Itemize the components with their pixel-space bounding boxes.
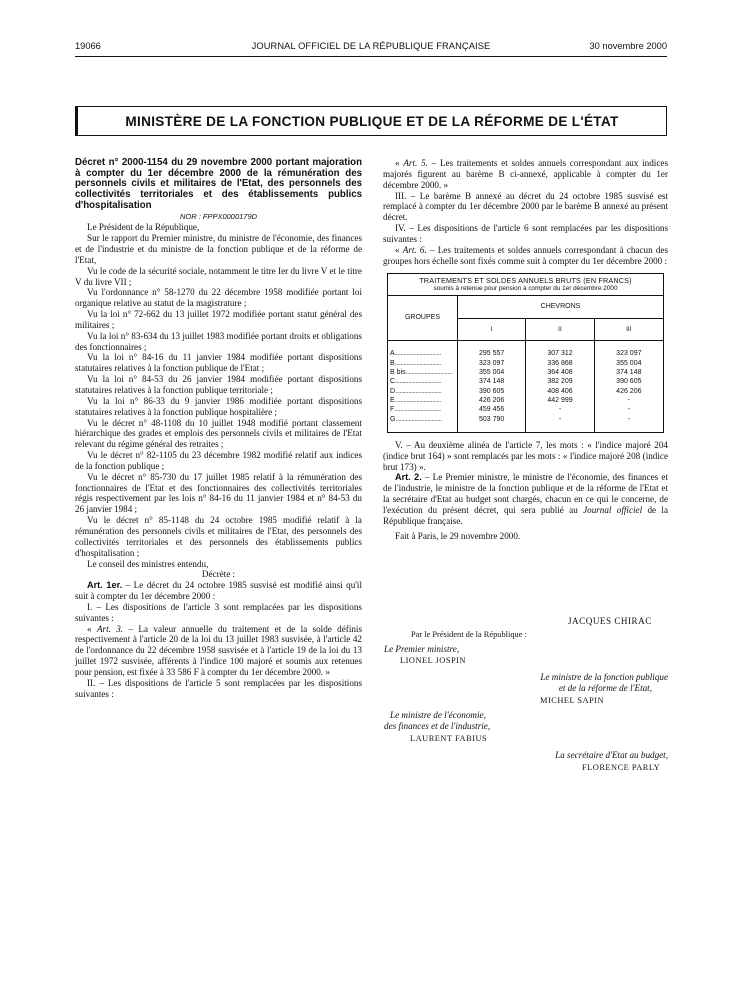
table-spacer <box>458 424 526 432</box>
fp-minister-title <box>490 672 668 683</box>
quoted-article-3: « Art. 3. – La valeur annuelle du traitement et de la solde définis respectivement à l'article 20 de la loi du 13 juillet 1983 susvisée, à l'article 42 de l'ordonnance du 22 décembre 1958 susvisée et à l'article 19 de la loi du 13 juillet 1972 susvisée, afférents à l'indice 100 majoré et soumis aux retenues pour pension, est fixée à 33 586 F à compter du 1er décembre 2000. » <box>75 623 363 677</box>
visa-paragraph: Le conseil des ministres entendu, <box>87 558 209 569</box>
article-5-label: Art. 5. <box>403 158 428 168</box>
table-cell: 355 004 <box>616 359 642 367</box>
quoted-article-6: « Art. 6. – Les traitements et soldes annuels correspondant à chacun des groupes hors échelle sont fixés comme suit à compter du 1er décembre 2000 : <box>383 244 668 266</box>
nor-reference: NOR : FPPX0000179D <box>179 211 258 221</box>
table-cell: - <box>627 406 630 414</box>
group-label: E <box>390 396 395 404</box>
signature-budget-secretary: FLORENCE PARLY <box>582 763 661 772</box>
table-row-group <box>388 368 458 377</box>
visa-paragraph: Vu le décret n° 82-1105 du 23 décembre 1982 modifié relatif aux indices de la fonction publique ; <box>75 450 362 471</box>
par-le-president: Par le Président de la République : <box>411 630 527 639</box>
issue-date: 30 novembre 2000 <box>589 41 667 51</box>
quoted-article-5: « Art. 5. – Les traitements et soldes annuels correspondant aux indices majorés figurent au barème B ci-annexé, applicable à compter du 1er décembre 2000. » <box>383 158 668 190</box>
header-rule <box>75 56 667 57</box>
signature-president: JACQUES CHIRAC <box>568 616 652 626</box>
group-label: D <box>390 387 396 395</box>
visa-paragraph: Sur le rapport du Premier ministre, du ministre de l'économie, des finances et de l'industrie et du ministre de la fonction publique et de la réforme de l'Etat, <box>75 233 362 265</box>
salary-table-grid <box>388 296 663 431</box>
group-label: B <box>390 359 395 367</box>
table-row-group <box>388 396 458 405</box>
eco-minister-title-2 <box>384 721 490 732</box>
table-cell: 426 206 <box>458 396 526 405</box>
table-cell: 307 312 <box>526 349 594 358</box>
group-label: G <box>390 415 396 423</box>
article-1-section-1: I. – Les dispositions de l'article 3 sont remplacées par les dispositions suivantes : <box>75 601 362 623</box>
salary-table <box>387 273 664 432</box>
groups-header: GROUPES <box>388 296 458 341</box>
done-at-paris: Fait à Paris, le 29 novembre 2000. <box>395 530 521 541</box>
pm-title-text: Le Premier ministre, <box>384 644 460 654</box>
table-cell: 390 605 <box>616 378 642 386</box>
article-2-text-end: de la République française. <box>383 504 668 526</box>
group-label: C <box>390 378 396 386</box>
table-row-group <box>388 349 458 358</box>
right-column <box>383 158 668 541</box>
article-5-text: – Les traitements et soldes annuels correspondant aux indices majorés figurent au barème B ci-annexé, applicable à compter du 1er décembre 2000. » <box>383 158 668 190</box>
table-cell: 442 999 <box>526 396 594 405</box>
salary-table-title: TRAITEMENTS ET SOLDES ANNUELS BRUTS (EN FRANCS) <box>419 276 632 286</box>
salary-table-subtitle: soumis à retenue pour pension à compter du 1er décembre 2000 <box>433 285 618 293</box>
signature-fp-minister: MICHEL SAPIN <box>540 696 605 705</box>
leader-dots: ................................ <box>394 350 441 358</box>
article-1-text: – Le décret du 24 octobre 1985 susvisé est modifié ainsi qu'il suit à compter du 1er décembre 2000 : <box>75 580 363 602</box>
table-cell: 364 408 <box>526 368 594 377</box>
table-cell: - <box>627 396 630 404</box>
ministry-heading: MINISTÈRE DE LA FONCTION PUBLIQUE ET DE LA RÉFORME DE L'ÉTAT <box>75 106 667 136</box>
table-cell: 426 206 <box>616 387 642 395</box>
eco-minister-title <box>390 710 486 721</box>
fp-title-line1: Le ministre de la fonction publique <box>540 672 668 682</box>
visa-paragraph: Vu la loi n° 83-634 du 13 juillet 1983 modifiée portant droits et obligations des fonctionnaires ; <box>75 330 362 352</box>
decree-intro: Le Président de la République, <box>87 222 200 233</box>
table-spacer <box>526 341 594 349</box>
table-cell: 459 456 <box>458 405 526 414</box>
article-6-text: – Les traitements et soldes annuels correspondant à chacun des groupes hors échelle sont fixés comme suit à compter du 1er décembre 2000 : <box>383 244 668 266</box>
page-number: 19066 <box>75 41 101 51</box>
table-row-group <box>388 359 458 368</box>
leader-dots: ................................ <box>395 415 442 423</box>
group-label: A <box>390 350 395 358</box>
chevron-header-1: I <box>458 319 526 341</box>
article-3-text: – La valeur annuelle du traitement et de la solde définis respectivement à l'article 20 de la loi du 13 juillet 1983 susvisée, à l'article 42 de l'ordonnance du 22 décembre 1958 susvisée et à l'article 19 de la loi du 13 juillet 1972 susvisée, afférents à l'indice 100 majoré et soumis aux retenues pour pension, est fixée à 33 586 F à compter du 1er décembre 2000. » <box>75 623 363 677</box>
eco-title-line1: Le ministre de l'économie, <box>390 710 486 720</box>
eco-title-line2: des finances et de l'industrie, <box>384 721 491 731</box>
article-3-label: Art. 3. <box>96 623 124 634</box>
journal-title: JOURNAL OFFICIEL DE LA RÉPUBLIQUE FRANÇAISE <box>251 41 491 51</box>
salary-table-caption <box>388 274 663 296</box>
article-1-intro <box>75 580 362 602</box>
table-cell: 355 004 <box>458 368 526 377</box>
table-cell: 336 868 <box>526 359 594 368</box>
visa-paragraph: Vu le décret n° 85-1148 du 24 octobre 1985 modifié relatif à la rémunération des personnels civils et militaires de l'Etat, des personnels des collectivités territoriales et des personnels des établissements publics d'hospitalisation ; <box>75 515 362 558</box>
table-cell: - <box>627 415 630 423</box>
left-column <box>75 158 362 699</box>
article-2-text: – Le Premier ministre, le ministre de l'économie, des finances et de l'industrie, le ministre de la fonction publique et de la réforme de l'Etat et la secrétaire d'Etat au budget sont chargés, chacun en ce qui le concerne, de l'exécution du présent décret, qui sera publié au <box>383 472 668 515</box>
leader-dots: ................................ <box>394 396 441 404</box>
table-spacer <box>458 341 526 349</box>
leader-dots: ................................ <box>405 369 452 377</box>
signature-eco-minister: LAURENT FABIUS <box>410 734 488 743</box>
leader-dots: ................................ <box>395 378 442 386</box>
article-1-section-4: IV. – Les dispositions de l'article 6 sont remplacées par les dispositions suivantes : <box>383 223 668 244</box>
page-header <box>75 41 667 55</box>
table-spacer <box>526 424 594 432</box>
visa-paragraph: Vu le code de la sécurité sociale, notamment le titre Ier du livre V et le titre V du livre VII ; <box>75 265 362 287</box>
chevrons-header: CHEVRONS <box>458 296 663 319</box>
leader-dots: ................................ <box>394 359 441 367</box>
table-cell: 374 148 <box>458 377 526 386</box>
visa-paragraph: Vu l'ordonnance n° 58-1270 du 22 décembre 1958 modifiée portant loi organique relative au statut de la magistrature ; <box>75 287 362 309</box>
visa-paragraph: Vu la loi n° 84-53 du 26 janvier 1984 modifiée portant dispositions statutaires relatives à la fonction publique territoriale ; <box>75 374 362 396</box>
article-1-section-3: III. – Le barème B annexé au décret du 24 octobre 1985 susvisé est remplacé à compter du 1er décembre 2000 par le barème B annexé au présent décret. <box>383 190 668 223</box>
table-cell: 295 557 <box>458 349 526 358</box>
table-row-group <box>388 405 458 414</box>
journal-officiel-ref: Journal officiel <box>583 504 643 515</box>
group-label: F <box>390 406 395 414</box>
fp-minister-title-2 <box>490 683 652 694</box>
chevron-header-2: II <box>526 319 594 341</box>
article-1-section-5: V. – Au deuxième alinéa de l'article 7, les mots : « l'indice majoré 204 (indice brut 164) » sont remplacés par les mots : « l'indice majoré 208 (indice brut 173) ». <box>383 439 668 472</box>
decrete-heading: Décrète : <box>201 569 236 580</box>
visa-paragraph: Vu la loi n° 86-33 du 9 janvier 1986 modifiée portant dispositions statutaires relatives à la fonction publique hospitalière ; <box>75 395 362 417</box>
table-spacer <box>595 341 663 349</box>
visa-paragraph: Vu le décret n° 85-730 du 17 juillet 1985 relatif à la rémunération des fonctionnaires de l'Etat et des fonctionnaires des collectivités territoriales régis respectivement par les lois n° 84-16 du 11 janvier 1984 et n° 84-53 du 26 janvier 1984 ; <box>75 471 362 515</box>
table-cell: 374 148 <box>616 369 642 377</box>
fp-title-line2: et de la réforme de l'Etat, <box>558 683 652 693</box>
pm-title <box>384 644 459 655</box>
table-spacer <box>388 424 458 432</box>
chevron-header-3: III <box>595 319 663 341</box>
budget-secretary-title <box>490 750 668 761</box>
table-cell: - <box>526 405 594 414</box>
table-cell: 408 406 <box>526 387 594 396</box>
visa-paragraph: Vu la loi n° 84-16 du 11 janvier 1984 modifiée portant dispositions statutaires relatives à la fonction publique de l'Etat ; <box>75 352 362 374</box>
article-1-label: Art. 1er. <box>87 580 123 591</box>
group-label: B bis <box>390 369 406 377</box>
table-row-group <box>388 377 458 386</box>
table-cell: 323 097 <box>616 350 642 358</box>
table-row-group <box>388 387 458 396</box>
article-1-section-2: II. – Les dispositions de l'article 5 sont remplacées par les dispositions suivantes : <box>75 677 362 699</box>
table-cell: - <box>526 415 594 424</box>
decree-title: Décret n° 2000-1154 du 29 novembre 2000 portant majoration à compter du 1er décembre 2000 de la rémunération des personnels civils et militaires de l'Etat, des personnels des collectivités territoriales et des établissements publics d'hospitalisation <box>75 157 362 211</box>
article-2-label: Art. 2. <box>395 472 422 483</box>
article-2 <box>383 472 668 526</box>
visa-paragraph: Vu la loi n° 72-662 du 13 juillet 1972 modifiée portant statut général des militaires ; <box>75 309 362 330</box>
table-spacer <box>595 424 663 432</box>
leader-dots: ................................ <box>394 406 441 414</box>
visa-paragraph: Vu le décret n° 48-1108 du 10 juillet 1948 modifié portant classement hiérarchique des grades et emplois des personnels civils et militaires de l'Etat relevant du régime général des retraites ; <box>75 417 362 450</box>
signature-pm: LIONEL JOSPIN <box>400 656 466 665</box>
table-cell: 323 097 <box>458 359 526 368</box>
table-spacer <box>388 341 458 349</box>
table-cell: 503 790 <box>458 415 526 424</box>
table-row-group <box>388 415 458 424</box>
article-6-label: Art. 6. <box>402 244 427 255</box>
budget-title-text: La secrétaire d'Etat au budget, <box>555 750 668 760</box>
table-cell: 390 605 <box>458 387 526 396</box>
table-cell: 382 209 <box>526 377 594 386</box>
leader-dots: ................................ <box>395 387 442 395</box>
